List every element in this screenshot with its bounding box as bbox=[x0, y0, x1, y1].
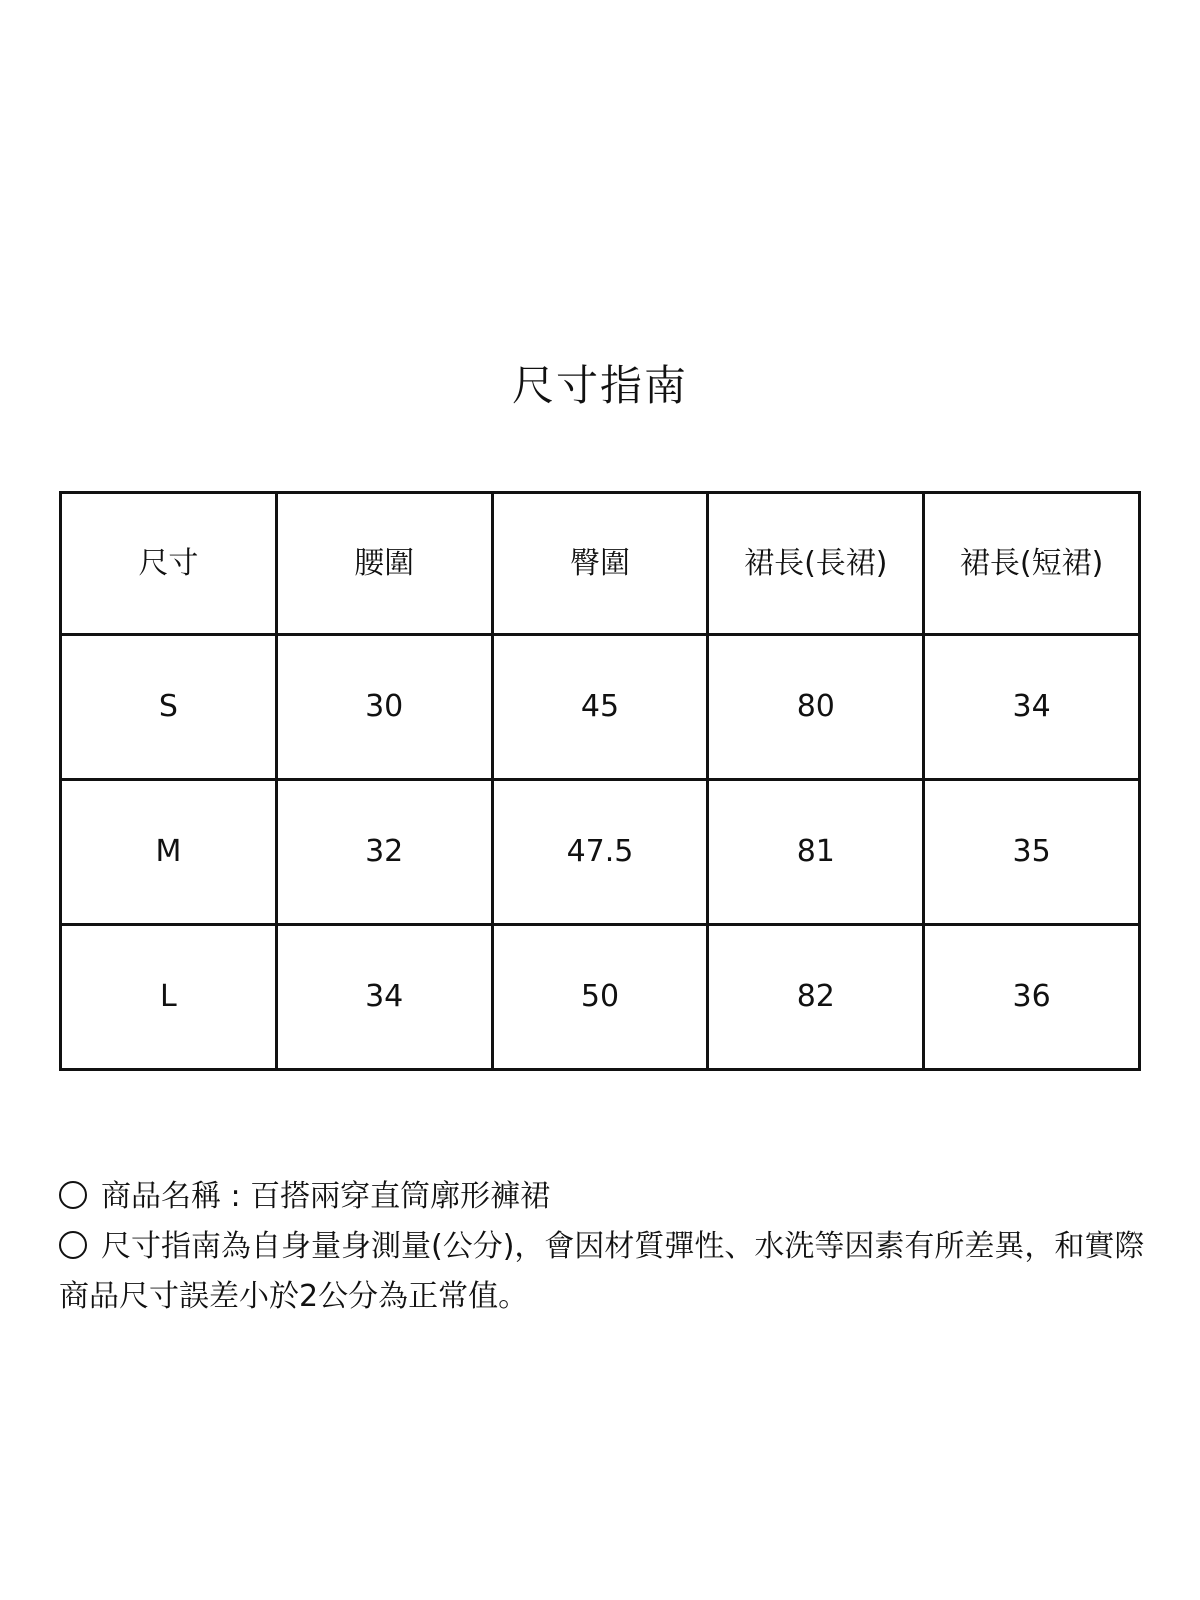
table-cell-long-length: 80 bbox=[708, 635, 924, 780]
table-row bbox=[61, 925, 1140, 1070]
table-cell-size: S bbox=[61, 635, 277, 780]
table-cell-waist: 32 bbox=[276, 780, 492, 925]
table-row bbox=[61, 780, 1140, 925]
header-size: 尺寸 bbox=[61, 493, 277, 635]
table-cell-waist: 30 bbox=[276, 635, 492, 780]
table-cell-short-length: 34 bbox=[924, 635, 1140, 780]
header-hip: 臀圍 bbox=[492, 493, 708, 635]
table-cell-hip: 47.5 bbox=[492, 780, 708, 925]
table-cell-size: L bbox=[61, 925, 277, 1070]
table-cell-long-length: 81 bbox=[708, 780, 924, 925]
size-chart-table bbox=[59, 491, 1141, 1071]
table-cell-hip: 45 bbox=[492, 635, 708, 780]
table-cell-size: M bbox=[61, 780, 277, 925]
table-row bbox=[61, 635, 1140, 780]
notes-section bbox=[59, 1172, 1149, 1322]
circle-icon bbox=[59, 1181, 87, 1209]
table-cell-long-length: 82 bbox=[708, 925, 924, 1070]
table-cell-short-length: 35 bbox=[924, 780, 1140, 925]
product-name-text: 商品名稱 : 百搭兩穿直筒廓形褲裙 bbox=[101, 1179, 551, 1214]
header-long-skirt-length: 裙長(長裙) bbox=[708, 493, 924, 635]
header-waist: 腰圍 bbox=[276, 493, 492, 635]
header-short-skirt-length: 裙長(短裙) bbox=[924, 493, 1140, 635]
measurement-note-text: 尺寸指南為自身量身測量(公分)，會因材質彈性、水洗等因素有所差異，和實際商品尺寸誤差小於2公分為正常值。 bbox=[59, 1229, 1145, 1314]
circle-icon bbox=[59, 1231, 87, 1259]
table-cell-hip: 50 bbox=[492, 925, 708, 1070]
page-title: 尺寸指南 bbox=[511, 361, 688, 411]
table-cell-short-length: 36 bbox=[924, 925, 1140, 1070]
table-header-row bbox=[61, 493, 1140, 635]
measurement-note bbox=[59, 1222, 1149, 1322]
table-cell-waist: 34 bbox=[276, 925, 492, 1070]
product-name-note bbox=[59, 1172, 1149, 1222]
